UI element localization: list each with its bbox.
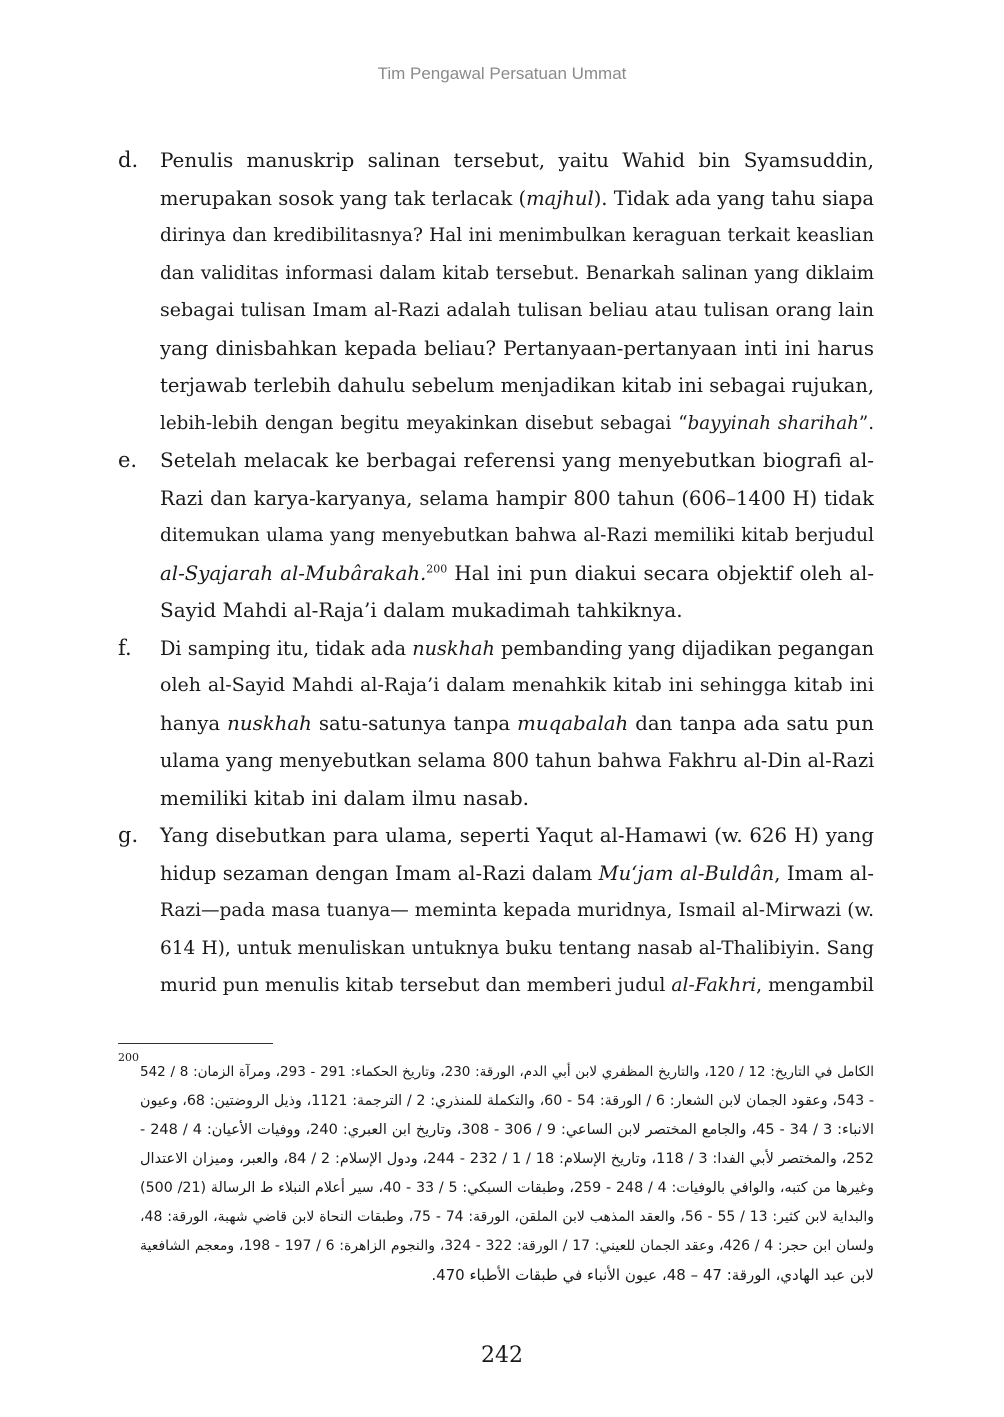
page-number: 242 <box>481 1343 523 1368</box>
list-item-g <box>118 817 874 1005</box>
italic-term: al-Syajarah al-Mubârakah. <box>160 561 427 585</box>
item-marker: d. <box>118 148 139 172</box>
footnote-line: الانباء: 3 / 34 - 45، والجامع المختصر لابن الساعي: 9 / 306 - 308، وتاريخ ابن العبري: 240، ووفيات الأعيان: 4 / 248 - <box>140 1122 874 1138</box>
italic-term: Mu‘jam al-Buldân <box>598 861 775 885</box>
text-line: sebagai tulisan Imam al-Razi adalah tulisan beliau atau tulisan orang lain <box>160 299 874 321</box>
text-line: ulama yang menyebutkan selama 800 tahun bahwa Fakhru al-Din al-Razi <box>160 749 875 772</box>
item-marker: g. <box>118 823 139 847</box>
footnote-line: والبداية لابن كثير: 13 / 55 - 56، والعقد المذهب لابن الملقن، الورقة: 74 - 75، وطبقات النحاة لابن قاضي شهبة، الورقة: 48، <box>140 1209 875 1225</box>
text-line: dan validitas informasi dalam kitab tersebut. Benarkah salinan yang diklaim <box>160 262 874 284</box>
italic-term: majhul <box>526 186 594 210</box>
text-line: Setelah melacak ke berbagai referensi yang menyebutkan biografi al- <box>160 448 874 472</box>
footnote-text <box>140 1058 874 1290</box>
list-item-f <box>118 630 874 818</box>
text-line: 614 H), untuk menuliskan untuknya buku tentang nasab al-Thalibiyin. Sang <box>160 937 874 959</box>
footnote-line: ولسان ابن حجر: 4 / 426، وعقد الجمان للعيني: 17 / الورقة: 322 - 324، والنجوم الزاهرة: 6 / 197 - 198، ومعجم الشافعية <box>140 1238 875 1254</box>
text-line: merupakan sosok yang tak terlacak (majhul). Tidak ada yang tahu siapa <box>160 186 874 210</box>
main-text <box>118 142 874 1005</box>
italic-term: bayyinah sharihah <box>687 412 859 434</box>
text-line: lebih-lebih dengan begitu meyakinkan disebut sebagai “bayyinah sharihah”. <box>160 412 874 434</box>
text-line: Di samping itu, tidak ada nuskhah pembanding yang dijadikan pegangan <box>160 636 875 660</box>
item-marker: f. <box>118 635 132 660</box>
text-line: hidup sezaman dengan Imam al-Razi dalam Mu‘jam al-Buldân, Imam al- <box>160 861 874 885</box>
text-line: Penulis manuskrip salinan tersebut, yaitu Wahid bin Syamsuddin, <box>160 148 874 172</box>
text-line: hanya nuskhah satu-satunya tanpa muqabalah dan tanpa ada satu pun <box>160 711 874 735</box>
list-item-e <box>118 442 874 630</box>
running-header: Tim Pengawal Persatuan Ummat <box>377 64 627 83</box>
text-line: oleh al-Sayid Mahdi al-Raja’i dalam menahkik kitab ini sehingga kitab ini <box>160 674 874 696</box>
footnote-reference[interactable]: 200 <box>426 561 448 575</box>
text-line: Razi—pada masa tuanya— meminta kepada muridnya, Ismail al-Mirwazi (w. <box>160 900 874 921</box>
italic-term: muqabalah <box>517 711 629 735</box>
italic-term: nuskhah <box>412 636 495 660</box>
text-line: al-Syajarah al-Mubârakah.$^{200}$ Hal ini pun diakui secara objektif oleh al- <box>160 561 874 585</box>
italic-term: al-Fakhri <box>671 975 757 996</box>
italic-term: nuskhah <box>227 711 312 735</box>
text-line: murid pun menulis kitab tersebut dan memberi judul al-Fakhri, mengambil <box>160 975 874 996</box>
text-line: Sayid Mahdi al-Raja’i dalam mukadimah tahkiknya. <box>160 598 683 622</box>
text-line: Razi dan karya-karyanya, selama hampir 800 tahun (606–1400 H) tidak <box>160 486 874 510</box>
text-line: memiliki kitab ini dalam ilmu nasab. <box>160 785 530 810</box>
text-line: yang dinisbahkan kepada beliau? Pertanyaan-pertanyaan inti ini harus <box>160 336 874 360</box>
footnote-line: 252، والمختصر لأبي الفدا: 3 / 118، وتاريخ الإسلام: 18 / 1 / 232 - 244، ودول الإسلام: 2 / 84، والعبر، وميزان الاعتدال <box>140 1151 874 1167</box>
text-line: terjawab terlebih dahulu sebelum menjadikan kitab ini sebagai rujukan, <box>160 374 875 397</box>
footnote-line: وغيرها من كتبه، والوافي بالوفيات: 4 / 248 - 259، وطبقات السبكي: 5 / 33 - 40، سير أعلام النبلاء ط الرسالة (21/ 500) <box>140 1180 874 1196</box>
footnote-line: لابن عبد الهادي، الورقة: 47 – 48، عيون الأنباء في طبقات الأطباء 470. <box>431 1266 874 1284</box>
text-line: dirinya dan kredibilitasnya? Hal ini menimbulkan keraguan terkait keaslian <box>160 225 874 246</box>
footnote-line: - 543، وعقود الجمان لابن الشعار: 6 / الورقة: 54 - 60، والتكملة للمنذري: 2 / الترجمة: 1121، وذيل الروضتين: 68، وعيون <box>140 1093 875 1109</box>
footnote-line: الكامل في التاريخ: 12 / 120، والتاريخ المظفري لابن أبي الدم، الورقة: 230، وتاريخ الحكماء: 291 - 293، ومرآة الزمان: 8 / 542 <box>140 1064 874 1080</box>
item-marker: e. <box>118 448 138 472</box>
text-line: ditemukan ulama yang menyebutkan bahwa al-Razi memiliki kitab berjudul <box>160 525 874 546</box>
text-line: Yang disebutkan para ulama, seperti Yaqut al-Hamawi (w. 626 H) yang <box>160 824 874 847</box>
footnote-divider <box>118 1043 273 1044</box>
list-item-d <box>118 142 874 442</box>
